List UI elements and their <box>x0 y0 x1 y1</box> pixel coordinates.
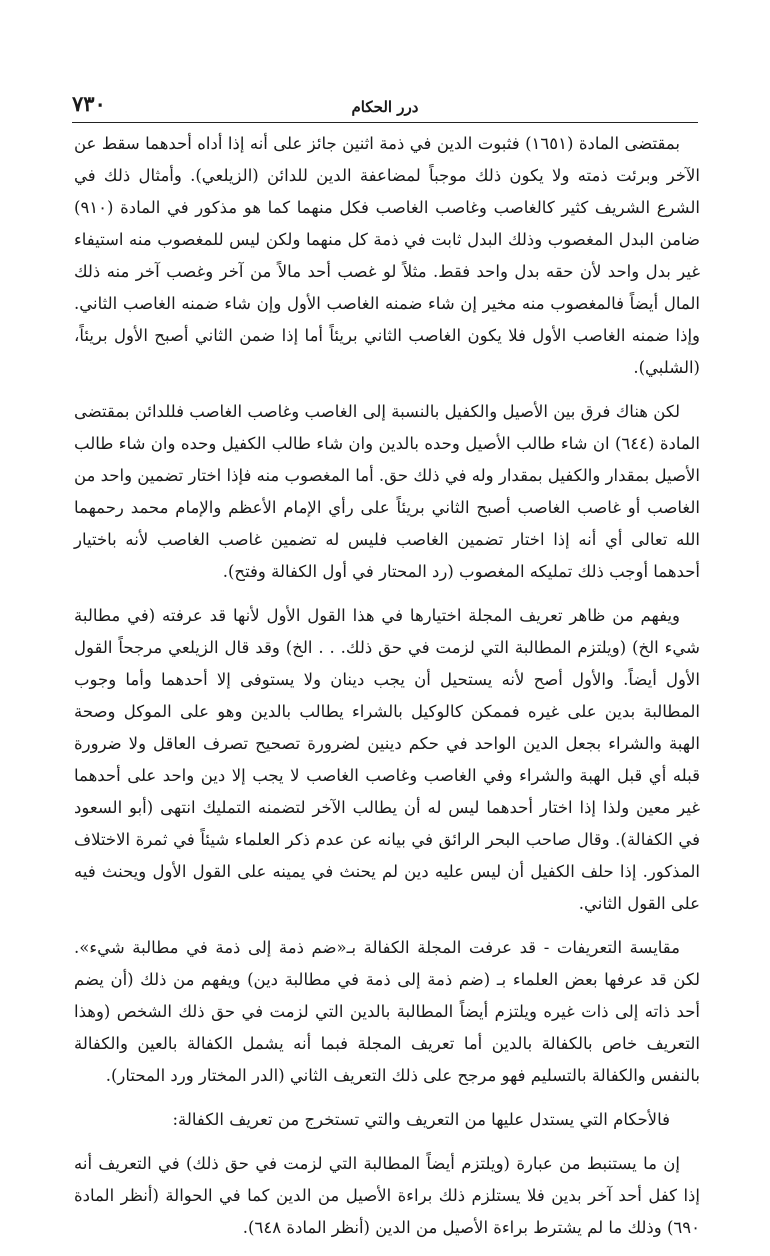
running-title: درر الحكام <box>351 98 419 116</box>
paragraph: مقايسة التعريفات - قد عرفت المجلة الكفالة بـ«ضم ذمة إلى ذمة في مطالبة شيء». لكن قد عرفها بعض العلماء بـ (ضم ذمة إلى ذمة في مطالبة دين) ويفهم من ذلك (أن يضم أحد ذاته إلى ذات غيره ويلتزم أيضاً المطالبة بالدين التي لزمت في حق ذلك الشخص (وهذا التعريف خاص بالكفالة بالدين أما تعريف المجلة فبما أنه يشمل الكفالة بالعين والكفالة بالنفس والكفالة بالتسليم فهو مرجح على ذلك التعريف الثاني (الدر المختار ورد المحتار). <box>74 938 700 1085</box>
paragraph: ويفهم من ظاهر تعريف المجلة اختيارها في هذا القول الأول لأنها قد عرفته (في مطالبة شيء الخ) (ويلتزم المطالبة التي لزمت في حق ذلك. . . الخ) وقد قال الزيلعي مرجحاً القول الأول أيضاً. والأول أصح لأنه يستحيل أن يجب دينان ولا يستوفى إلا أحدهما وأما وجوب المطالبة بدين على غيره فممكن كالوكيل بالشراء يطالب بالدين وهو على الموكل وصحة الهبة والشراء بجعل الدين الواحد في حكم دينين لضرورة تصحيح تصرف العاقل ولا ضرورة قبله أي قبل الهبة والشراء وفي الغاصب وغاصب الغاصب لا يجب إلا دين واحد على أحدهما غير معين ولذا إذا اختار أحدهما ليس له أن يطالب الآخر لتضمنه التمليك انتهى (أبو السعود في الكفالة). وقال صاحب البحر الرائق في بيانه عن عدم ذكر العلماء شيئاً في ثمرة الاختلاف المذكور. إذا حلف الكفيل أن ليس عليه دين لم يحنث في يمينه على القول الأول ويحنث فيه على القول الثاني. <box>74 606 701 913</box>
page-number: ٧٣٠ <box>72 91 106 116</box>
paragraph: لكن هناك فرق بين الأصيل والكفيل بالنسبة إلى الغاصب وغاصب الغاصب فللدائن بمقتضى المادة (٦٤٤) ان شاء طالب الأصيل وحده بالدين وان شاء طالب الكفيل وحده وان شاء طالب الأصيل بمقدار والكفيل بمقدار وله في ذلك حق. أما المغصوب منه فإذا اختار تضمين واحد من الغاصب أو غاصب الغاصب أصبح الثاني بريئاً على رأي الإمام الأعظم والإمام محمد رحمهما الله تعالى أي أنه إذا اختار تضمين الغاصب فليس له تضمين غاصب الغاصب لأنه باختيار أحدهما أوجب ذلك تمليكه المغصوب (رد المحتار في أول الكفالة وفتح). <box>73 402 700 581</box>
paragraph: إن ما يستنبط من عبارة (ويلتزم أيضاً المطالبة التي لزمت في حق ذلك) في التعريف أنه إذا كفل أحد آخر بدين فلا يستلزم ذلك براءة الأصيل من الدين كما في الحوالة (أنظر المادة ٦٩٠) وذلك ما لم يشترط براءة الأصيل من الدين (أنظر المادة ٦٤٨). <box>74 1154 700 1237</box>
paragraph: بمقتضى المادة (١٦٥١) فثبوت الدين في ذمة اثنين جائز على أنه إذا أداه أحدهما سقط عن الآخر وبرئت ذمته ولا يكون ذلك موجباً لمضاعفة الدين للدائن (الزيلعي). وأمثال ذلك في الشرع الشريف كثير كالغاصب وغاصب الغاصب فكل منهما كما هو مذكور في المادة (٩١٠) ضامن البدل المغصوب وذلك البدل ثابت في ذمة كل منهما ولكن ليس للمغصوب منه استيفاء غير بدل واحد لأن حقه بدل واحد فقط. مثلاً لو غصب أحد مالاً من آخر وغصب آخر منه ذلك المال أيضاً فالمغصوب منه مخير إن شاء ضمنه الغاصب الأول وإن شاء ضمنه الغاصب الثاني. وإذا ضمنه الغاصب الأول فلا يكون الغاصب الثاني بريئاً أما إذا ضمن الثاني أصبح الأول بريئاً، (الشلبي). <box>74 134 700 377</box>
page-header <box>72 92 698 123</box>
section-heading: فالأحكام التي يستدل عليها من التعريف والتي تستخرج من تعريف الكفالة: <box>172 1110 670 1129</box>
body-text <box>74 128 700 1256</box>
